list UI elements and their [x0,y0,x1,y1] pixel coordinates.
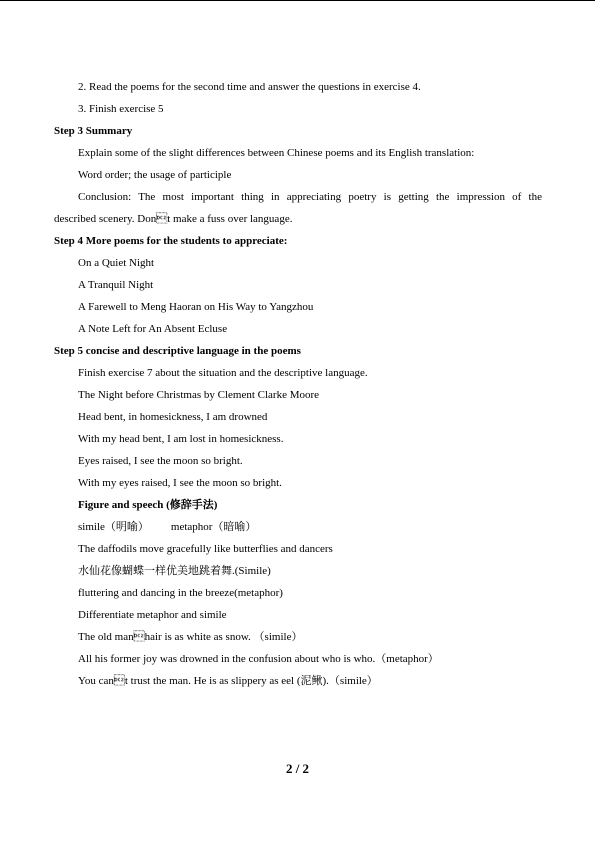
body-line: Head bent, in homesickness, I am drowned [78,411,268,423]
step-heading: Step 3 Summary [54,125,133,137]
example-line: The old manhair is as white as snow. （simile） [78,631,303,643]
body-line: Finish exercise 7 about the situation and the descriptive language. [78,367,368,379]
instruction-line: 2. Read the poems for the second time and answer the questions in exercise 4. [78,81,421,93]
step-heading: Step 4 More poems for the students to appreciate: [54,235,288,247]
body-line: Eyes raised, I see the moon so bright. [78,455,243,467]
top-rule [0,0,595,1]
example-line: You cant trust the man. He is as slippery as eel (泥鳅).（simile） [78,675,378,687]
metaphor-label: metaphor（暗喻） [170,521,257,533]
conclusion-continued-line: described scenery. Dont make a fuss over language. [54,213,293,225]
step-heading: Step 5 concise and descriptive language in the poems [54,345,301,357]
conclusion-line: Conclusion: The most important thing in appreciating poetry is getting the impression of the [78,191,542,203]
example-line: All his former joy was drowned in the confusion about who is who.（metaphor） [78,653,439,665]
poem-title: A Note Left for An Absent Ecluse [78,323,228,335]
poem-title: On a Quiet Night [78,257,155,269]
subheading: Figure and speech (修辞手法) [78,499,218,511]
instruction-line: 3. Finish exercise 5 [78,103,164,115]
simile-label: simile（明喻） [78,521,149,533]
body-line: The Night before Christmas by Clement Clarke Moore [78,389,320,401]
poem-title: A Farewell to Meng Haoran on His Way to Yangzhou [78,301,314,313]
body-line: With my eyes raised, I see the moon so bright. [78,477,282,489]
document-body [54,76,542,692]
body-line: With my head bent, I am lost in homesickness. [78,433,284,445]
body-line: Word order; the usage of participle [78,169,232,181]
example-line: fluttering and dancing in the breeze(metaphor) [78,587,283,599]
example-line: 水仙花像蝴蝶一样优美地跳着舞.(Simile) [78,565,271,577]
example-line: The daffodils move gracefully like butterflies and dancers [78,543,333,555]
body-line: Explain some of the slight differences between Chinese poems and its English translation: [78,147,475,159]
simile-metaphor-line [54,516,542,538]
poem-title: A Tranquil Night [78,279,154,291]
page-number: 2 / 2 [285,761,310,776]
example-line: Differentiate metaphor and simile [78,609,227,621]
